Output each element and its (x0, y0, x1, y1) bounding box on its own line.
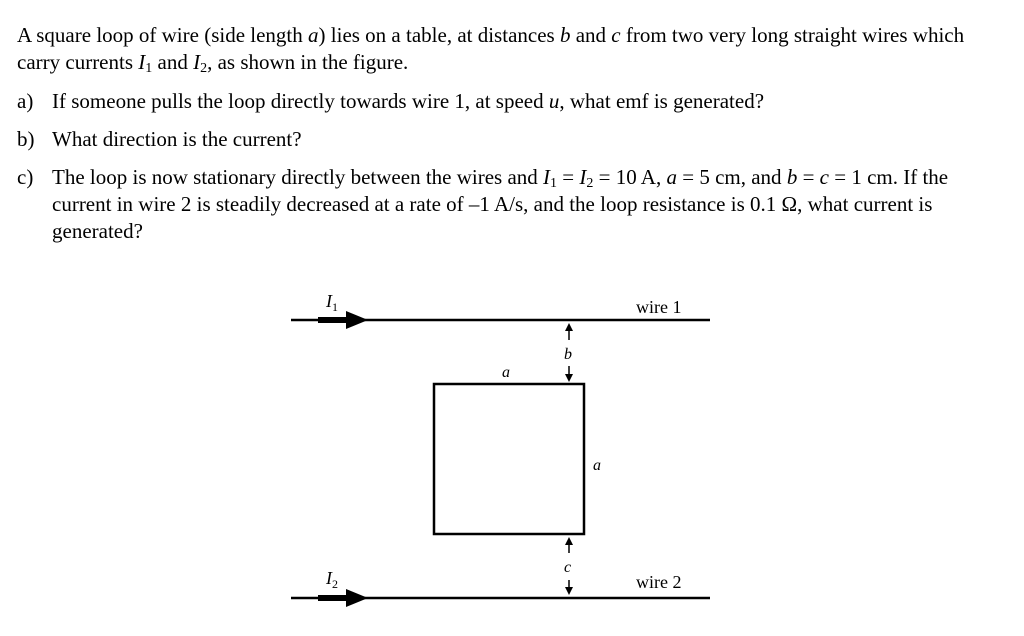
square-loop (434, 384, 584, 534)
part-b-label: b) (17, 127, 35, 151)
current-2-arrowhead (346, 589, 368, 607)
part-b-text: What direction is the current? (52, 127, 302, 151)
part-a-label: a) (17, 89, 34, 113)
problem-intro: A square loop of wire (side length a) lies on a table, at distances b and c from two very long straight wires which carry currents $I_1$ and $I_2$, as shown in the figure. (17, 23, 965, 76)
wire-1-label: wire 1 (636, 297, 682, 317)
gap-c-arrowhead-up (565, 537, 573, 545)
current-1-label: $I_1$ (326, 291, 338, 314)
gap-b-label: b (564, 346, 572, 363)
gap-c-label: c (564, 559, 572, 576)
part-a-text: If someone pulls the loop directly towards wire 1, at speed u, what emf is generated? (52, 89, 765, 113)
part-c-text: The loop is now stationary directly between the wires and $I_1 = I_2 = 10$ A, a = 5 cm, and b = c = 1 cm. If the current in wire 2 is steadily decreased at a rate of –1 A/s, and the loop resistance is 0.1 Ω, what current is generated? (52, 165, 949, 243)
side-label-right: a (593, 457, 601, 474)
side-label-top: a (502, 364, 510, 381)
part-c-label: c) (17, 165, 34, 189)
current-1-arrowhead (346, 311, 368, 329)
wire-2-label: wire 2 (636, 572, 682, 592)
gap-b-arrowhead-up (565, 323, 573, 331)
gap-c-arrowhead-down (565, 587, 573, 595)
current-2-label: $I_2$ (326, 568, 338, 591)
gap-b-arrowhead-down (565, 374, 573, 382)
